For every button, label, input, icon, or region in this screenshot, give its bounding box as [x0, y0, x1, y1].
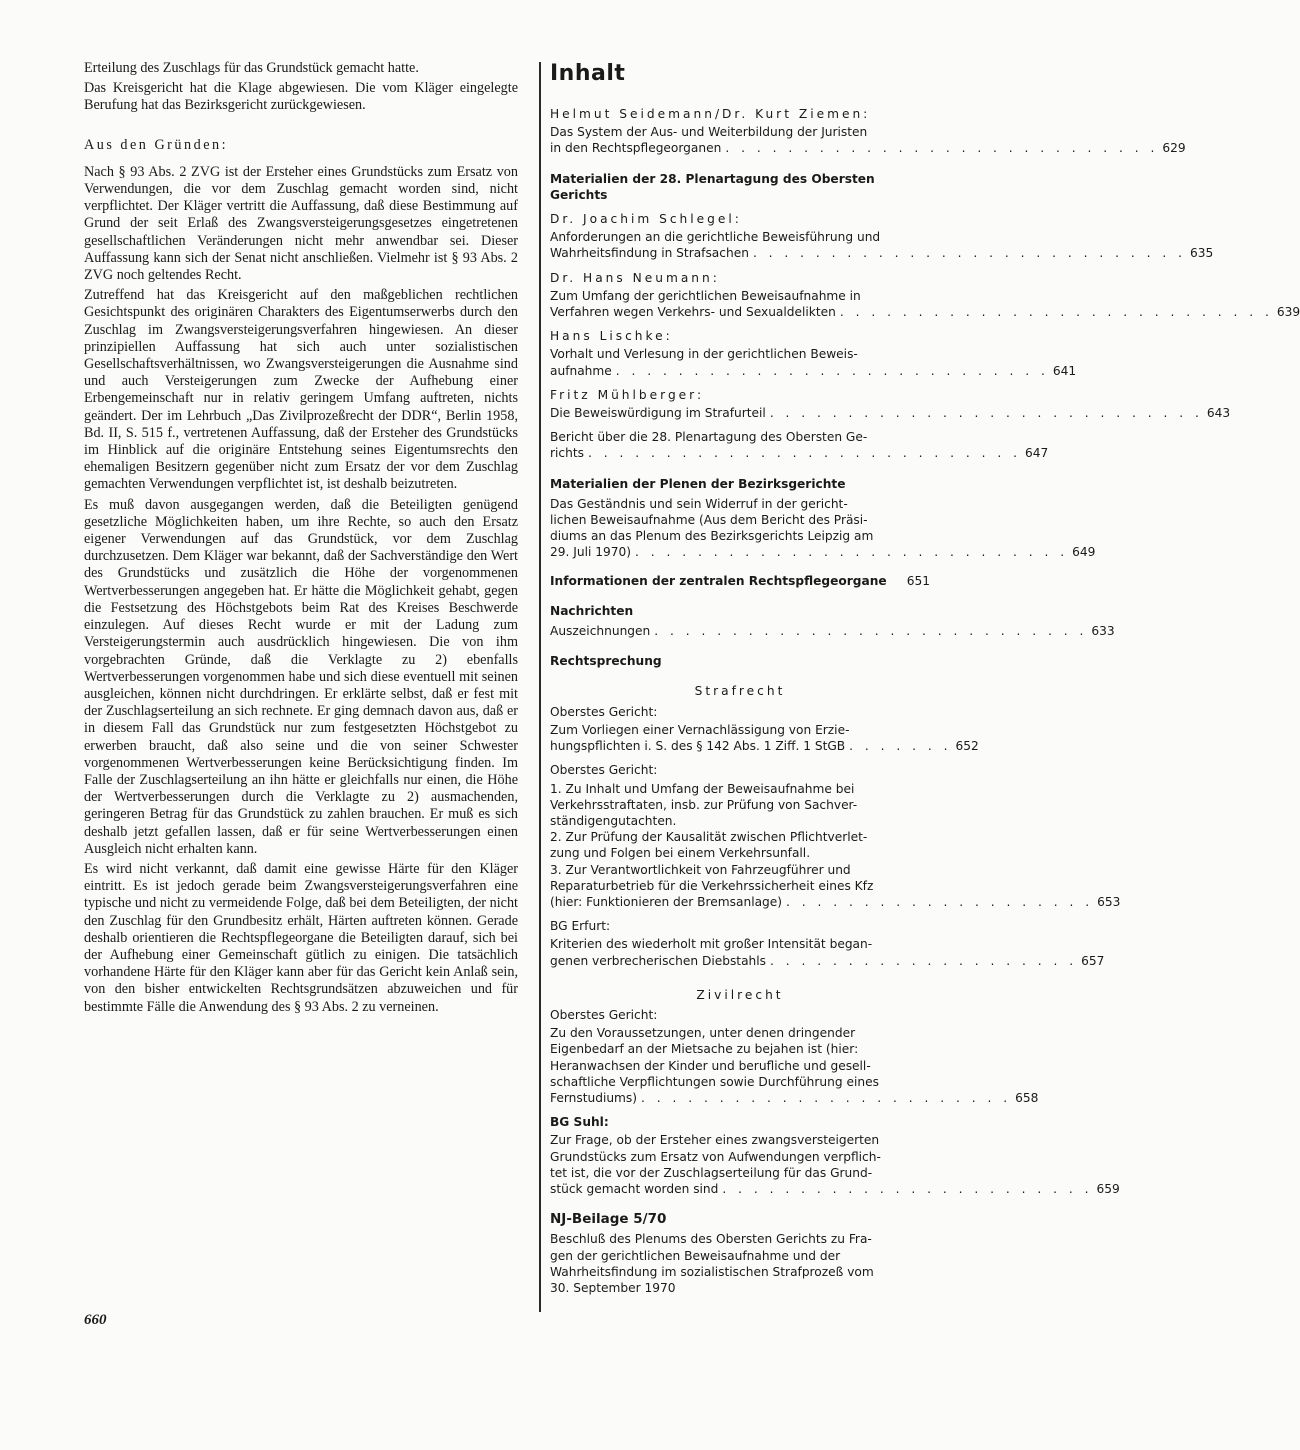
toc-court: Oberstes Gericht: — [550, 704, 658, 719]
article-continuation — [84, 60, 518, 1019]
toc-section: Materialien der Plenen der Bezirksgerichte — [550, 476, 846, 491]
page-number: 660 — [84, 1312, 107, 1328]
toc-entry[interactable]: Informationen der zentralen Rechtspflegeorgane 651 — [550, 573, 930, 588]
toc-page: 652 — [955, 739, 979, 754]
toc-page: 641 — [1052, 363, 1077, 378]
paragraph: Erteilung des Zuschlags für das Grundstück gemacht hatte. — [84, 60, 419, 76]
toc-section: Rechtsprechung — [550, 654, 662, 669]
toc-author: Fritz Mühlberger: — [550, 387, 705, 402]
toc-court: BG Suhl: — [550, 1115, 609, 1130]
toc-page: 657 — [1081, 953, 1105, 968]
paragraph: Es muß davon ausgegangen werden, daß die Beteiligten genügend gesetzliche Möglichkeiten haben, um ihre Rechte, so auch den Ersatz eigener Verwendungen auf das Grundstück, vor dem Zuschlag durchzusetzen. Dem Kläger war bekannt, daß der Sachverständige den Wert des Grundstücks und zusätzlich die Höhe der vorgenommenen Wertverbesserungen angegeben hat. Er hätte die Möglichkeit gehabt, gegen die Festsetzung des Höchstgebots beim Rat des Kreises Beschwerde einzulegen. Auf dieses Recht wurde er mit der Ladung zum Versteigerungstermin auch ausdrücklich hingewiesen. Die von ihm vorgebrachten Gründe, daß die Verklagte zu 2) ebenfalls Wertverbesserungen vorgenommen habe und sich diese eventuell mit seinen ausgleichen, können nicht durchdringen. Er erklärte selbst, daß er fest mit der Zuschlagserteilung an sich rechnete. Er ging demnach davon aus, daß er in diesem Fall das Grundstück nur zum festgesetzten Höchstgebot zu erwerben braucht, daß also seine und die von seiner Schwester vorgenommenen Wertverbesserungen keine Berücksichtigung finden. Im Falle der Zuschlagserteilung an ihn hätte er gleichfalls nur einen, die Höhe der Wertverbesserungen durch die Verklagte zu 2) ausmachenden, geringeren Betrag für das Grundstück zu zahlen brauchen. Er muß es sich deshalb jetzt gefallen lassen, daß er für seine Wertverbesserungen einen Ausgleich nicht erhalten kann. — [84, 496, 518, 857]
paragraph: Zutreffend hat das Kreisgericht auf den maßgeblichen rechtlichen Gesichtspunkt des originären Charakters des Eigentumserwerbs durch den Zuschlag im Zwangsversteigerungsverfahren hingewiesen. An dieser prinzipiellen Auffassung hat sich auch unter sozialistischen Gesellschaftsverhältnissen, wo Zwangsversteigerungen die Ausnahme sind und auch Versteigerungen zum Zwecke der Aufhebung einer Erbengemeinschaft nur in relativ geringem Umfang auftreten, nichts geändert. Der im Lehrbuch „Das Zivilprozeßrecht der DDR“, Berlin 1958, Bd. II, S. 515 f., vertretenen Auffassung, daß der Ersteher des Grundstücks im Hinblick auf die originäre Entstehung seines Eigentumsrechts den ehemaligen Besitzern gegenüber nicht zum Ersatz der vor dem Zuschlag gemachten Verwendungen verpflichtet ist, ist deshalb beizutreten. — [84, 287, 518, 493]
toc-entry[interactable]: Anforderungen an die gerichtliche Beweisführung und Wahrheitsfindung in Strafsachen . . . . . . . . . . . . . . . . . . . . . . . . . . . . 635 — [550, 230, 1214, 261]
toc-author: Dr. Hans Neumann: — [550, 270, 720, 285]
toc-page: 659 — [1096, 1181, 1120, 1196]
toc-page: 633 — [1091, 624, 1115, 639]
table-of-contents — [550, 60, 1300, 1296]
toc-subsection: Strafrecht — [694, 684, 786, 699]
toc-page: 629 — [1162, 141, 1186, 156]
toc-section: Nachrichten — [550, 603, 634, 618]
column-divider — [539, 62, 541, 1312]
section-heading: Aus den Gründen: — [84, 136, 229, 153]
toc-entry[interactable]: Bericht über die 28. Plenartagung des Obersten Ge- richts . . . . . . . . . . . . . . . . . . . . . . . . . . . . 647 — [550, 430, 1049, 461]
paragraph: Es wird nicht verkannt, daß damit eine gewisse Härte für den Kläger eintritt. Es ist jedoch gerade beim Zwangsversteigerungsverfahren eine typische und nicht zu vermeidende Folge, daß bei dem Beteiligten, der nicht den Zuschlag für den Grundbesitz erhält, Härten auftreten können. Gerade deshalb orientieren die Rechtspflegeorgane die Beteiligten darauf, sich bei der Aufhebung einer Gemeinschaft gütlich zu einigen. Die tatsächlich vorhandene Härte für den Kläger kann aber für das Gericht kein Anlaß sein, von den bisher entwickelten Rechtsgrundsätzen abzuweichen und für bestimmte Fälle die Anwendung des § 93 Abs. 2 zu verneinen. — [84, 860, 518, 1015]
toc-author: Hans Lischke: — [550, 329, 673, 344]
toc-page: 658 — [1015, 1090, 1039, 1105]
toc-entry[interactable]: Die Beweiswürdigung im Strafurteil . . . . . . . . . . . . . . . . . . . . . . . . . . . . 643 — [550, 406, 1231, 421]
toc-page: 653 — [1097, 894, 1121, 909]
toc-subsection: Zivilrecht — [696, 987, 784, 1002]
toc-page: 635 — [1190, 246, 1214, 261]
toc-entry[interactable]: Beschluß des Plenums des Obersten Gerichts zu Fra- gen der gerichtlichen Beweisaufnahme und der Wahrheitsfindung im sozialistischen Strafprozeß vom 30. September 1970 — [550, 1232, 874, 1295]
toc-entry[interactable]: Zum Umfang der gerichtlichen Beweisaufnahme in Verfahren wegen Verkehrs- und Sexualdelikten . . . . . . . . . . . . . . . . . . . . . . . . . . . . 639 — [550, 288, 1300, 320]
toc-page: 639 — [1276, 305, 1300, 320]
toc-entry[interactable]: Zu den Voraussetzungen, unter denen dringender Eigenbedarf an der Mietsache zu bejahen ist (hier: Heranwachsen der Kinder und berufliche und gesell- schaftliche Verpflichtungen sowie Durchführung eines Fernstudiums) . . . . . . . . . . . . . . . . . . . . . . . . 658 — [550, 1026, 1039, 1105]
toc-entry[interactable]: 1. Zu Inhalt und Umfang der Beweisaufnahme bei Verkehrsstraftaten, insb. zur Prüfung von Sachver- ständigengutachten. 2. Zur Prüfung der Kausalität zwischen Pflichtverlet- zung und Folgen bei einem Verkehrsunfall. 3. Zur Verantwortlichkeit von Fahrzeugführer und Reparaturbetrieb für die Verkehrssicherheit eines Kfz (hier: Funktionieren der Bremsanlage) . . . . . . . . . . . . . . . . . . . . 653 — [550, 781, 1121, 909]
toc-entry[interactable]: Zum Vorliegen einer Vernachlässigung von Erzie- hungspflichten i. S. des § 142 Abs. 1 Ziff. 1 StGB . . . . . . . 652 — [550, 722, 979, 754]
toc-title: Inhalt — [550, 61, 626, 86]
toc-page: 651 — [906, 573, 930, 588]
toc-court: Oberstes Gericht: — [550, 1007, 658, 1022]
toc-author: Dr. Joachim Schlegel: — [550, 212, 742, 227]
toc-page: 643 — [1206, 406, 1231, 421]
toc-entry[interactable]: Auszeichnungen . . . . . . . . . . . . . . . . . . . . . . . . . . . . 633 — [550, 624, 1115, 639]
toc-entry[interactable]: Das System der Aus- und Weiterbildung der Juristen in den Rechtspflegeorganen . . . . . . . . . . . . . . . . . . . . . . . . . . . . 629 — [550, 125, 1186, 156]
paragraph: Das Kreisgericht hat die Klage abgewiesen. Die vom Kläger eingelegte Berufung hat das Bezirksgericht zurückgewiesen. — [84, 80, 518, 114]
toc-court: Oberstes Gericht: — [550, 763, 658, 778]
toc-court: BG Erfurt: — [550, 919, 611, 934]
toc-section: Materialien der 28. Plenartagung des Obersten Gerichts — [550, 171, 875, 202]
toc-page: 647 — [1025, 446, 1049, 461]
toc-author: Helmut Seidemann/Dr. Kurt Ziemen: — [550, 107, 871, 121]
paragraph: Nach § 93 Abs. 2 ZVG ist der Ersteher eines Grundstücks zum Ersatz von Verwendungen, die vor dem Zuschlag gemacht worden sind, nicht verpflichtet. Der Kläger vertritt die Auffassung, daß diese Bestimmung auf Grund der seit Erlaß des Zwangsversteigerungsgesetzes eingetretenen gesellschaftlichen Veränderungen nicht mehr anwendbar sei. Dieser Auffassung kann sich der Senat nicht anschließen. Vielmehr ist § 93 Abs. 2 ZVG noch geltendes Recht. — [84, 163, 518, 284]
toc-entry[interactable]: Das Geständnis und sein Widerruf in der gericht- lichen Beweisaufnahme (Aus dem Bericht des Präsi- diums an das Plenum des Bezirksgerichts Leipzig am 29. Juli 1970) . . . . . . . . . . . . . . . . . . . . . . . . . . . . 649 — [550, 496, 1096, 560]
toc-section: NJ-Beilage 5/70 — [550, 1211, 667, 1228]
toc-entry[interactable]: Kriterien des wiederholt mit großer Intensität began- genen verbrecherischen Diebstahls . . . . . . . . . . . . . . . . . . . . 657 — [550, 937, 1105, 968]
toc-entry[interactable]: Zur Frage, ob der Ersteher eines zwangsversteigerten Grundstücks zum Ersatz von Aufwendungen verpflich- tet ist, die vor der Zuschlagserteilung für das Grund- stück gemacht worden sind . . . . . . . . . . . . . . . . . . . . . . . . 659 — [550, 1133, 1120, 1196]
toc-page: 649 — [1072, 545, 1096, 560]
toc-entry[interactable]: Vorhalt und Verlesung in der gerichtlichen Beweis- aufnahme . . . . . . . . . . . . . . . . . . . . . . . . . . . . 641 — [550, 347, 1077, 378]
